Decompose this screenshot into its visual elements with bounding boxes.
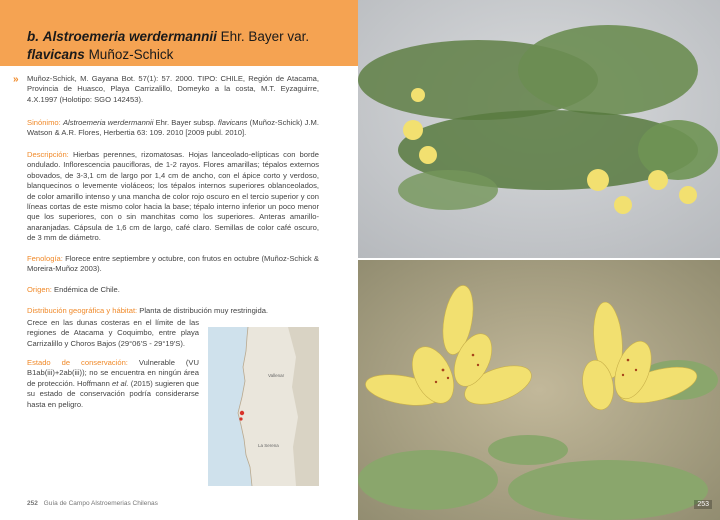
book-title: Guía de Campo Alstroemerias Chilenas xyxy=(43,500,158,507)
occurrence-dot xyxy=(239,417,242,420)
shrub-cluster xyxy=(518,25,698,115)
left-page xyxy=(0,0,358,520)
footer-left xyxy=(27,500,158,507)
synonym-paragraph xyxy=(27,118,319,139)
conservation-heading: Estado de conservación: xyxy=(27,358,128,367)
habitat-photo xyxy=(358,0,720,258)
synonym-heading: Sinónimo: xyxy=(27,118,61,127)
occurrence-dot xyxy=(240,411,244,415)
shrub-cluster xyxy=(638,120,718,180)
phenology-heading: Fenología: xyxy=(27,254,63,263)
description-text: Hierbas perennes, rizomatosas. Hojas lanceolado-elípticas con borde ondulado. Inflorescencia paucifloras, de 1-2 rayos. Flores amarillas; tépalos externos obovados, de 3-3,1 cm de largo por 1,4 cm de ancho, con el ápice corto y verdoso, blanquecinos o levemente violáceos; los tépalos internos superiores oblanceolados, de color amarillo intenso y una mancha de color rojo oscuro en el tercio superior y con líneas cortas de este mismo color hacia la base; tépalo interno inferior un poco menor que los superiores, con o sin manchitas como los superiores. Anteras amarillo-anaranjadas. Cápsula de 1,6 cm de largo, café claro. Semillas de color café oscuro, de 3 mm de diámetro. xyxy=(27,150,319,243)
page-number-right: 253 xyxy=(694,500,712,509)
title-species: Alstroemeria werdermannii xyxy=(42,29,217,44)
variety-title xyxy=(27,46,357,63)
title-variety: flavicans xyxy=(27,47,85,62)
shrub-cluster xyxy=(398,170,498,210)
synonym-epithet: flavicans xyxy=(217,118,248,127)
origin-text: Endémica de Chile. xyxy=(54,285,120,294)
map-label-b: La Serena xyxy=(258,443,279,448)
citation-text: Muñoz-Schick, M. Gayana Bot. 57(1): 57. 2000. TIPO: CHILE, Región de Atacama, Provincia de Huasco, Playa Carrizalillo, Domeyko a la costa, M.T. Eyzaguirre, 4.X.1997 (Holotipo: SGO 142453). xyxy=(27,74,319,104)
phenology-text: Florece entre septiembre y octubre, con frutos en octubre (Muñoz-Schick & Moreira-Muñoz 2003). xyxy=(27,254,319,274)
origin-heading: Origen: xyxy=(27,285,52,294)
title-species-author: Ehr. Bayer var. xyxy=(220,29,310,44)
synonym-name: Alstroemeria werdermannii xyxy=(62,118,154,127)
map-graphic xyxy=(208,327,319,486)
synonym-text-a: Ehr. Bayer subsp. xyxy=(155,118,216,127)
conservation-paragraph xyxy=(27,358,199,410)
conservation-text-a: Vulnerable (VU B1ab(iii)+2ab(iii)); no se encuentra en ningún área de protección. Hoffmann xyxy=(27,358,199,388)
map-label-a: Vallenar xyxy=(268,373,285,378)
origin-paragraph xyxy=(27,285,319,295)
title-label: b. xyxy=(27,29,39,44)
citation-paragraph xyxy=(27,74,319,105)
title-variety-author: Muñoz-Schick xyxy=(88,47,174,62)
distribution-paragraph-b xyxy=(27,318,199,349)
description-heading: Descripción: xyxy=(27,150,69,159)
distribution-paragraph xyxy=(27,306,319,316)
conservation-etal: et al. xyxy=(112,378,129,388)
double-chevron-icon: » xyxy=(13,74,19,85)
distribution-text-b: Crece en las dunas costeras en el límite de las regiones de Atacama y Coquimbo, entre playa Carrizalillo y Choros Bajos (29°06'S - 29°19'S). xyxy=(27,318,199,348)
habitat-photo-graphic xyxy=(358,0,720,258)
page-number-left: 252 xyxy=(27,500,38,507)
distribution-map xyxy=(208,327,319,486)
conservation-text-b: (2015) sugieren que su estado de conservación podría considerarse hasta en peligro. xyxy=(27,378,199,409)
species-title xyxy=(27,28,357,45)
synonym-text-b: (Muñoz-Schick) J.M. Watson & A.R. Flores, Herbertia 63: 109. 2010 [2009 publ. 2010]. xyxy=(27,118,319,138)
distribution-text-a: Planta de distribución muy restringida. xyxy=(139,306,269,315)
phenology-paragraph xyxy=(27,254,319,275)
flower-closeup-photo xyxy=(358,260,720,520)
flower-closeup-graphic xyxy=(358,260,720,520)
description-paragraph xyxy=(27,150,319,244)
distribution-heading: Distribución geográfica y hábitat: xyxy=(27,306,138,315)
